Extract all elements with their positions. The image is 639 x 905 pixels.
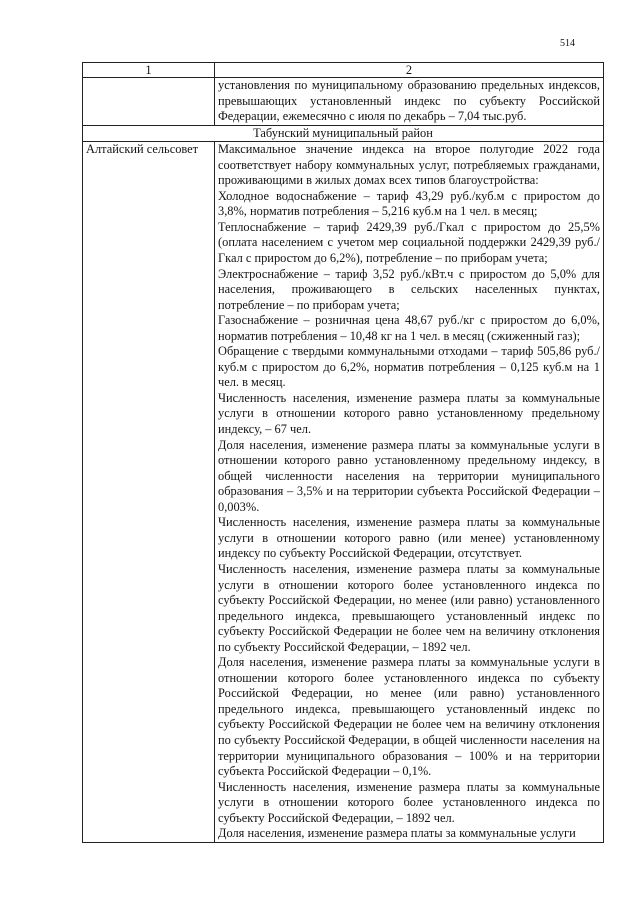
municipality-name: Алтайский сельсовет: [83, 142, 215, 843]
paragraph: Максимальное значение индекса на второе полугодие 2022 года соответствует набору коммунальных услуг, потребляемых гражданами, проживающими в жилых домах всех типов благоустройства:: [218, 142, 600, 188]
municipality-content: [215, 142, 604, 843]
page-number: 514: [560, 38, 575, 49]
paragraph: Численность населения, изменение размера платы за коммунальные услуги в отношении которого равно (или менее) установленному индексу по субъекту Российской Федерации, отсутствует.: [218, 515, 600, 561]
paragraph: Электроснабжение – тариф 3,52 руб./кВт.ч с приростом до 5,0% для населения, проживающего в сельских населенных пунктах, потребление – по приборам учета;: [218, 266, 600, 312]
section-title: Табунский муниципальный район: [83, 125, 604, 142]
paragraph: Холодное водоснабжение – тариф 43,29 руб./куб.м с приростом до 3,8%, норматив потребления – 5,216 куб.м на 1 чел. в месяц;: [218, 188, 600, 219]
table-header-row: [83, 63, 604, 78]
intro-text: установления по муниципальному образованию предельных индексов, превышающих установленный индекс по субъекту Российской Федерации, ежемесячно с июля по декабрь – 7,04 тыс.руб.: [215, 78, 604, 126]
table-row: [83, 142, 604, 843]
paragraph: Численность населения, изменение размера платы за коммунальные услуги в отношении которого более установленного индекса по субъекту Российской Федерации, но менее (или равно) установленного предельного индекса, превышающего установленный индекс по субъекту Российской Федерации не более чем на величину отклонения по субъекту Российской Федерации, – 1892 чел.: [218, 561, 600, 654]
paragraph: Доля населения, изменение размера платы за коммунальные услуги в отношении которого более установленного индекса по субъекту Российской Федерации, но менее (или равно) установленного предельного индекса, превышающего установленный индекс по субъекту Российской Федерации не более чем на величину отклонения по субъекту Российской Федерации, в общей численности населения на территории муниципального образования – 100% и на территории субъекта Российской Федерации – 0,1%.: [218, 655, 600, 779]
section-row: [83, 125, 604, 142]
column-number-2: 2: [215, 63, 604, 78]
paragraph: Численность населения, изменение размера платы за коммунальные услуги в отношении которого более установленного индекса по субъекту Российской Федерации, – 1892 чел.: [218, 779, 600, 825]
document-table: [82, 62, 604, 843]
paragraph: Газоснабжение – розничная цена 48,67 руб./кг с приростом до 6,0%, норматив потребления – 10,48 кг на 1 чел. в месяц (сжиженный газ);: [218, 313, 600, 343]
paragraph: Доля населения, изменение размера платы за коммунальные услуги: [218, 826, 576, 841]
paragraph: Теплоснабжение – тариф 2429,39 руб./Гкал с приростом до 25,5% (оплата населением с учетом мер социальной поддержки 2429,39 руб./Гкал с приростом до 6,2%), потребление – по приборам учета;: [218, 219, 600, 266]
column-number-1: 1: [83, 63, 215, 78]
intro-empty-cell: [83, 78, 215, 126]
paragraph: Обращение с твердыми коммунальными отходами – тариф 505,86 руб./куб.м с приростом до 6,2%, норматив потребления – 0,125 куб.м на 1 чел. в месяц.: [218, 344, 600, 390]
intro-row: [83, 78, 604, 126]
paragraph: Доля населения, изменение размера платы за коммунальные услуги в отношении которого равно установленному предельному индексу, в общей численности населения на территории муниципального образования – 3,5% и на территории субъекта Российской Федерации – 0,003%.: [218, 437, 600, 514]
paragraph: Численность населения, изменение размера платы за коммунальные услуги в отношении которого равно установленному предельному индексу, – 67 чел.: [218, 390, 600, 437]
